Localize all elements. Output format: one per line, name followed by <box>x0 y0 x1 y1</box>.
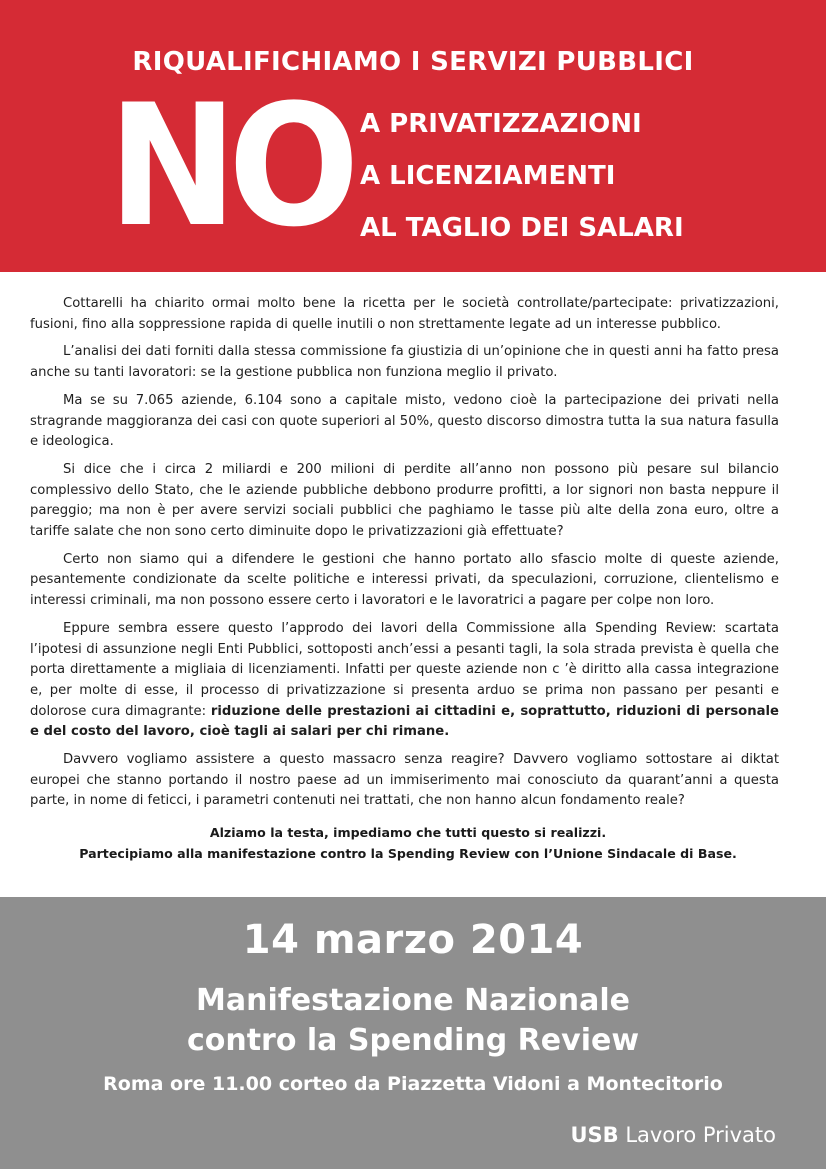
paragraph-text: Eppure sembra essere questo l’approdo dei lavori della Commissione alla Spending Review: scartata l’ipotesi di assunzione negli Enti Pubblici, sottoposti anch’essi a pesanti tagli, la sola strada prevista è quella che porta direttamente a migliaia di licenziamenti. Infatti per queste aziende non c ’è diritto alla cassa integrazione e, per molte di esse, il processo di privatizzazione si presenta arduo se prima non passano per pesanti e dolorose cura dimagrante: <box>30 620 779 719</box>
headline: RIQUALIFICHIAMO I SERVIZI PUBBLICI <box>132 47 694 77</box>
brand-usb: USB <box>570 1123 619 1147</box>
header-banner <box>0 0 826 272</box>
paragraph: Ma se su 7.065 aziende, 6.104 sono a capitale misto, vedono cioè la partecipazione dei privati nella stragrande maggioranza dei casi con quote superiori al 50%, questo discorso dimostra tutta la sua natura fasulla e ideologica. <box>30 392 779 450</box>
paragraph <box>30 619 779 743</box>
closing-line-1: Alziamo la testa, impediamo che tutti questo si realizzi. <box>209 825 607 840</box>
event-title-line-2: contro la Spending Review <box>186 1023 640 1058</box>
brand-name: Lavoro Privato <box>618 1123 776 1147</box>
paragraph: Cottarelli ha chiarito ormai molto bene la ricetta per le società controllate/partecipate: privatizzazioni, fusioni, fino alla soppressione rapida di quelle inutili o non strettamente legate ad un interesse pubblico. <box>30 296 779 332</box>
no-list <box>360 98 684 254</box>
article-body <box>30 294 779 819</box>
paragraph: Davvero vogliamo assistere a questo massacro senza reagire? Davvero vogliamo sottostare ai diktat europei che stanno portando il nostro paese ad un immiserimento mai conosciuto da quarant’anni a questa parte, in nome di feticci, i parametri contenuti nei trattati, che non hanno alcun fondamento reale? <box>30 752 779 809</box>
event-date: 14 marzo 2014 <box>242 917 584 963</box>
paragraph: Certo non siamo qui a difendere le gestioni che hanno portato allo sfascio molte di queste aziende, pesantemente condizionate da scelte politiche e interessi privati, da speculazioni, corruzione, clientelismo e interessi criminali, ma non possono essere certo i lavoratori e le lavoratrici a pagare per colpe non loro. <box>30 551 779 609</box>
event-title-line-1: Manifestazione Nazionale <box>195 983 631 1018</box>
paragraph: L’analisi dei dati forniti dalla stessa commissione fa giustizia di un’opinione che in questi anni ha fatto presa anche su tanti lavoratori: se la gestione pubblica non funziona meglio il privato. <box>30 344 779 381</box>
no-item-taglio-salari: AL TAGLIO DEI SALARI <box>360 213 684 243</box>
closing-call <box>30 822 786 864</box>
no-item-privatizzazioni: A PRIVATIZZAZIONI <box>360 109 642 139</box>
event-place: Roma ore 11.00 corteo da Piazzetta Vidoni a Montecitorio <box>103 1073 723 1095</box>
paragraph: Si dice che i circa 2 miliardi e 200 milioni di perdite all’anno non possono più pesare sul bilancio complessivo dello Stato, che le aziende pubbliche debbono produrre profitti, a lor signori non basta neppure il pareggio; ma non è per avere servizi sociali pubblici che paghiamo le tasse più alte della zona euro, oltre a tariffe salate che non sono certo diminuite dopo le privatizzazioni già effettuate? <box>30 461 779 540</box>
brand-logo <box>570 1123 776 1147</box>
footer-banner <box>0 897 826 1169</box>
no-item-licenziamenti: A LICENZIAMENTI <box>360 161 616 191</box>
closing-line-2: Partecipiamo alla manifestazione contro la Spending Review con l’Unione Sindacale di Base. <box>79 846 737 861</box>
paragraph-emphasis: riduzione delle prestazioni ai cittadini e, soprattutto, riduzioni di personale e del costo del lavoro, cioè tagli ai salari per chi rimane. <box>30 703 779 740</box>
no-big-word: NO <box>108 68 351 264</box>
event-title <box>0 981 826 1061</box>
